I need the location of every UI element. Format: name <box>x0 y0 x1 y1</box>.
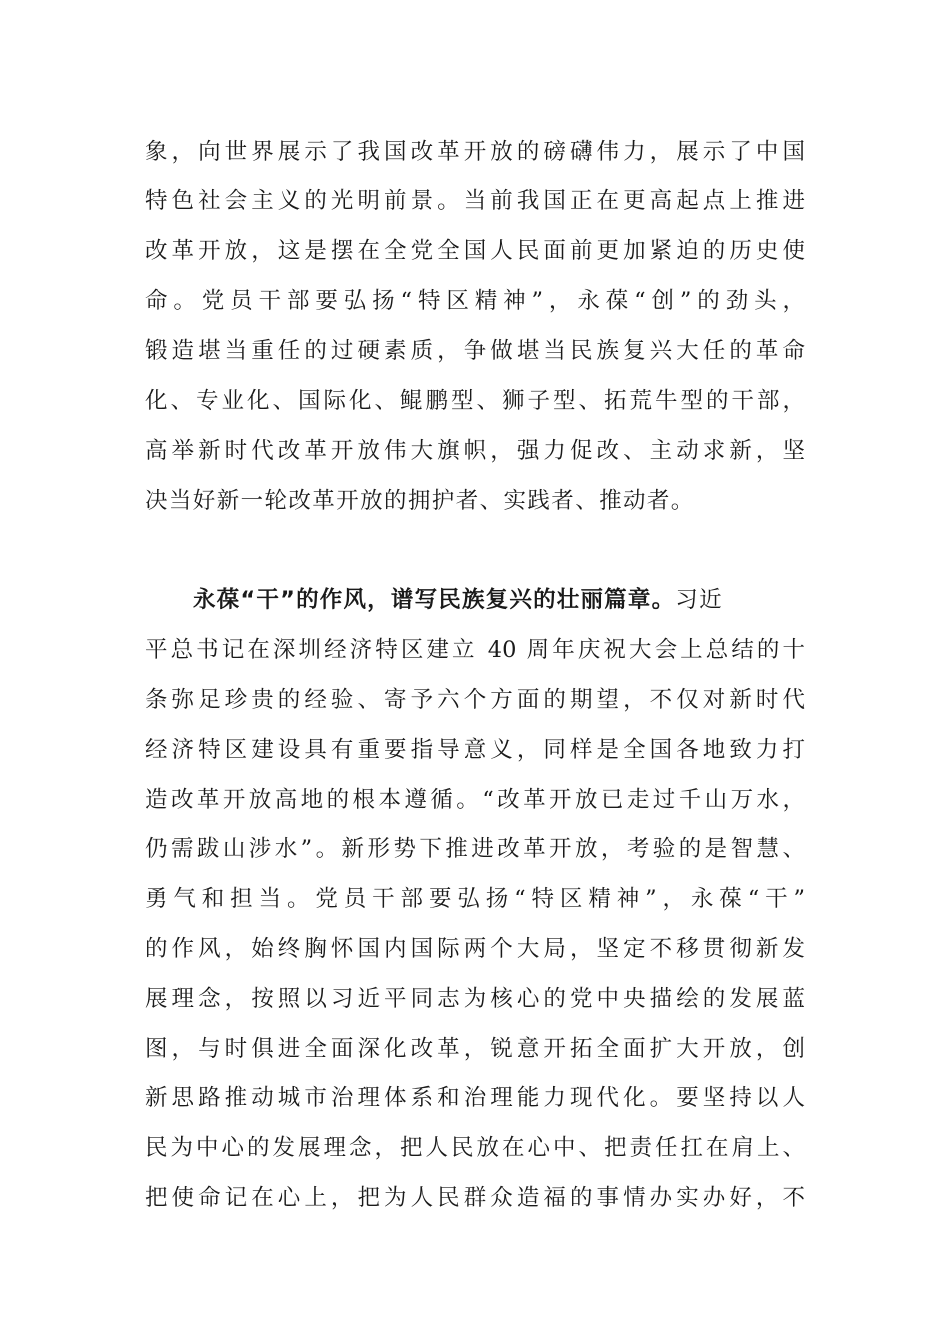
text-line: 勇气和担当。党员干部要弘扬“特区精神”，永葆“干” <box>145 886 805 912</box>
text-line: 的作风，始终胸怀国内国际两个大局，坚定不移贯彻新发 <box>145 936 805 962</box>
paragraph-first-line <box>193 585 805 615</box>
text-line: 特色社会主义的光明前景。当前我国正在更高起点上推进 <box>145 188 805 214</box>
text-line: 仍需跋山涉水”。新形势下推进改革开放，考验的是智慧、 <box>145 836 805 862</box>
text-line: 象，向世界展示了我国改革开放的磅礴伟力，展示了中国 <box>145 139 805 165</box>
text-line: 新思路推动城市治理体系和治理能力现代化。要坚持以人 <box>145 1085 805 1111</box>
text-line: 决当好新一轮改革开放的拥护者、实践者、推动者。 <box>145 488 695 514</box>
text-line: 高举新时代改革开放伟大旗帜，强力促改、主动求新，坚 <box>145 438 805 464</box>
text-line: 条弥足珍贵的经验、寄予六个方面的期望，不仅对新时代 <box>145 687 805 713</box>
text-run: 习近 <box>675 587 724 613</box>
text-line: 改革开放，这是摆在全党全国人民面前更加紧迫的历史使 <box>145 238 805 264</box>
text-line: 图，与时俱进全面深化改革，锐意开拓全面扩大开放，创 <box>145 1036 805 1062</box>
text-line: 造改革开放高地的根本遵循。“改革开放已走过千山万水， <box>145 787 805 813</box>
text-line: 经济特区建设具有重要指导意义，同样是全国各地致力打 <box>145 737 805 763</box>
text-line: 展理念，按照以习近平同志为核心的党中央描绘的发展蓝 <box>145 986 805 1012</box>
text-line: 命。党员干部要弘扬“特区精神”，永葆“创”的劲头， <box>145 288 805 314</box>
text-line: 化、专业化、国际化、鲲鹏型、狮子型、拓荒牛型的干部， <box>145 388 805 414</box>
text-line: 锻造堪当重任的过硬素质，争做堪当民族复兴大任的革命 <box>145 338 805 364</box>
paragraph-heading: 永葆“干”的作风，谱写民族复兴的壮丽篇章。 <box>193 587 676 613</box>
text-line: 民为中心的发展理念，把人民放在心中、把责任扛在肩上、 <box>145 1135 805 1161</box>
text-line: 把使命记在心上，把为人民群众造福的事情办实办好，不 <box>145 1185 805 1211</box>
text-line: 平总书记在深圳经济特区建立 40 周年庆祝大会上总结的十 <box>145 637 805 663</box>
